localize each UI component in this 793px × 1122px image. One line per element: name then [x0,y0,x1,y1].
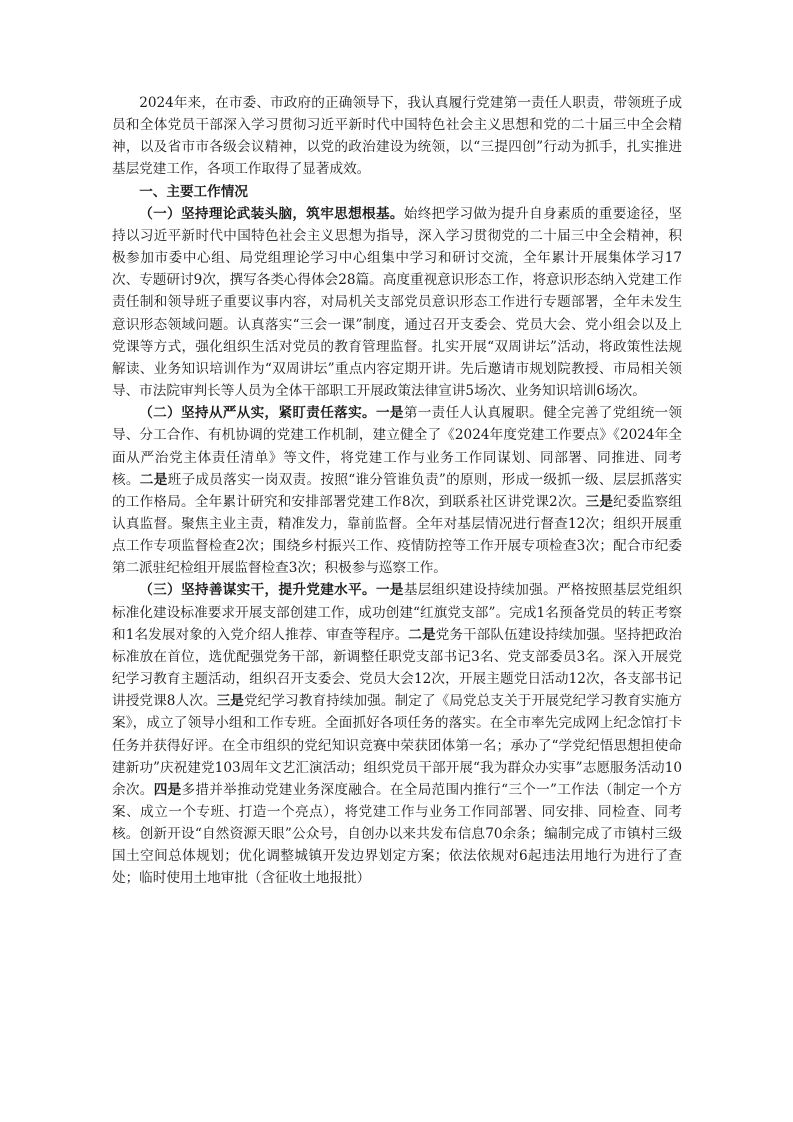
point-1-text: 第一责任人认真履职。健全完善了党组统一领导、分工合作、有机协调的党建工作机制，建立健全了《2024年度党建工作要点》《2024年全面从严治党主体责任清单》等文件，将党建工作与业务工作同谋划、同部署、同推进、同考核。 [112,405,683,488]
section-heading: 一、主要工作情况 [139,183,248,200]
point-2-text: 党务干部队伍建设持续加强。坚持把政治标准放在首位，选优配强党务干部，新调整任职党支部书记3名、党支部委员3名。深入开展党纪学习教育主题活动，组织召开支委会、党员大会12次，开展主题党日活动12次，各支部书记讲授党课8人次。 [112,626,683,710]
intro-paragraph: 2024年来，在市委、市政府的正确领导下，我认真履行党建第一责任人职责，带领班子成员和全体党员干部深入学习贯彻习近平新时代中国特色社会主义思想和党的二十届三中全会精神，以及省市市各级会议精神，以党的政治建设为统领，以“三提四创”行动为抓手，扎实推进基层党建工作，各项工作取得了显著成效。 [112,95,682,178]
point-2-lead: 二是 [408,626,436,643]
subsection-1-paragraph [112,203,682,402]
point-3-lead: 三是 [585,493,614,510]
subsection-2-title: （二）坚持从严从实，紧盯责任落实。 [139,405,376,422]
subsection-3-paragraph [112,579,682,889]
point-4-text: 多措并举推动党建业务深度融合。在全局范围内推行“三个一”工作法（制定一个方案、成立一个专班、打造一个亮点），将党建工作与业务工作同部署、同安排、同检查、同考核。创新开设“自然资源天眼”公众号，自创办以来共发布信息70余条；编制完成了市镇村三级国土空间总体规划；优化调整城镇开发边界划定方案；依法依规对6起违法用地行为进行了查处；临时使用土地审批（含征收土地报批） [112,781,683,887]
point-3-text: 党纪学习教育持续加强。制定了《局党总支关于开展党纪学习教育实施方案》，成立了领导小组和工作专班。全面抓好各项任务的落实。在全市率先完成网上纪念馆打卡任务并获得好评。在全市组织的党纪知识竞赛中荣获团体第一名；承办了“学党纪悟思想担使命建新功”庆祝建党103周年文艺汇演活动；组织党员干部开展“我为群众办实事”志愿服务活动10余次。 [112,693,683,798]
subsection-1-body: 始终把学习做为提升自身素质的重要途径，坚持以习近平新时代中国特色社会主义思想为指导，深入学习贯彻党的二十届三中全会精神，积极参加市委中心组、局党组理论学习中心组集中学习和研讨交流，全年累计开展集体学习17次、专题研讨9次，撰写各类心得体会28篇。高度重视意识形态工作，将意识形态纳入党建工作责任制和领导班子重要议事内容，对局机关支部党员意识形态工作进行专题部署，全年未发生意识形态领域问题。认真落实“三会一课”制度，通过召开支委会、党员大会、党小组会以及上党课等方式，强化组织生活对党员的教育管理监督。扎实开展“双周讲坛”活动，将政策性法规解读、业务知识培训作为“双周讲坛”重点内容定期开讲。先后邀请市规划院教授、市局相关领导、市法院审判长等人员为全体干部职工开展政策法律宣讲5场次、业务知识培训6场次。 [112,205,682,400]
document-page [112,92,682,890]
point-2-lead: 二是 [139,471,168,488]
subsection-3-title: （三）坚持善谋实干，提升党建水平。 [139,582,376,599]
point-2-text: 班子成员落实一岗双责。按照“谁分管谁负责”的原则，形成一级抓一级、层层抓落实的工作格局。全年累计研究和安排部署党建工作8次，到联系社区讲党课2次。 [112,471,683,510]
subsection-2-paragraph [112,402,682,579]
point-1-lead: 一是 [375,405,404,422]
point-3-lead: 三是 [216,693,244,710]
point-4-lead: 四是 [153,781,182,798]
point-3-text: 纪委监察组认真监督。聚焦主业主责，精准发力，靠前监督。全年对基层情况进行督查12次；组织开展重点工作专项监督检查2次；围绕乡村振兴工作、疫情防控等工作开展专项检查3次；配合市纪委第二派驻纪检组开展监督检查3次；积极参与巡察工作。 [112,493,683,577]
point-1-text: 基层组织建设持续加强。严格按照基层党组织标准化建设标准要求开展支部创建工作，成功创建“红旗党支部”。完成1名预备党员的转正考察和1名发展对象的入党介绍人推荐、审查等程序。 [112,582,683,643]
subsection-1-title: （一）坚持理论武装头脑，筑牢思想根基。 [139,205,404,222]
point-1-lead: 一是 [375,582,404,599]
